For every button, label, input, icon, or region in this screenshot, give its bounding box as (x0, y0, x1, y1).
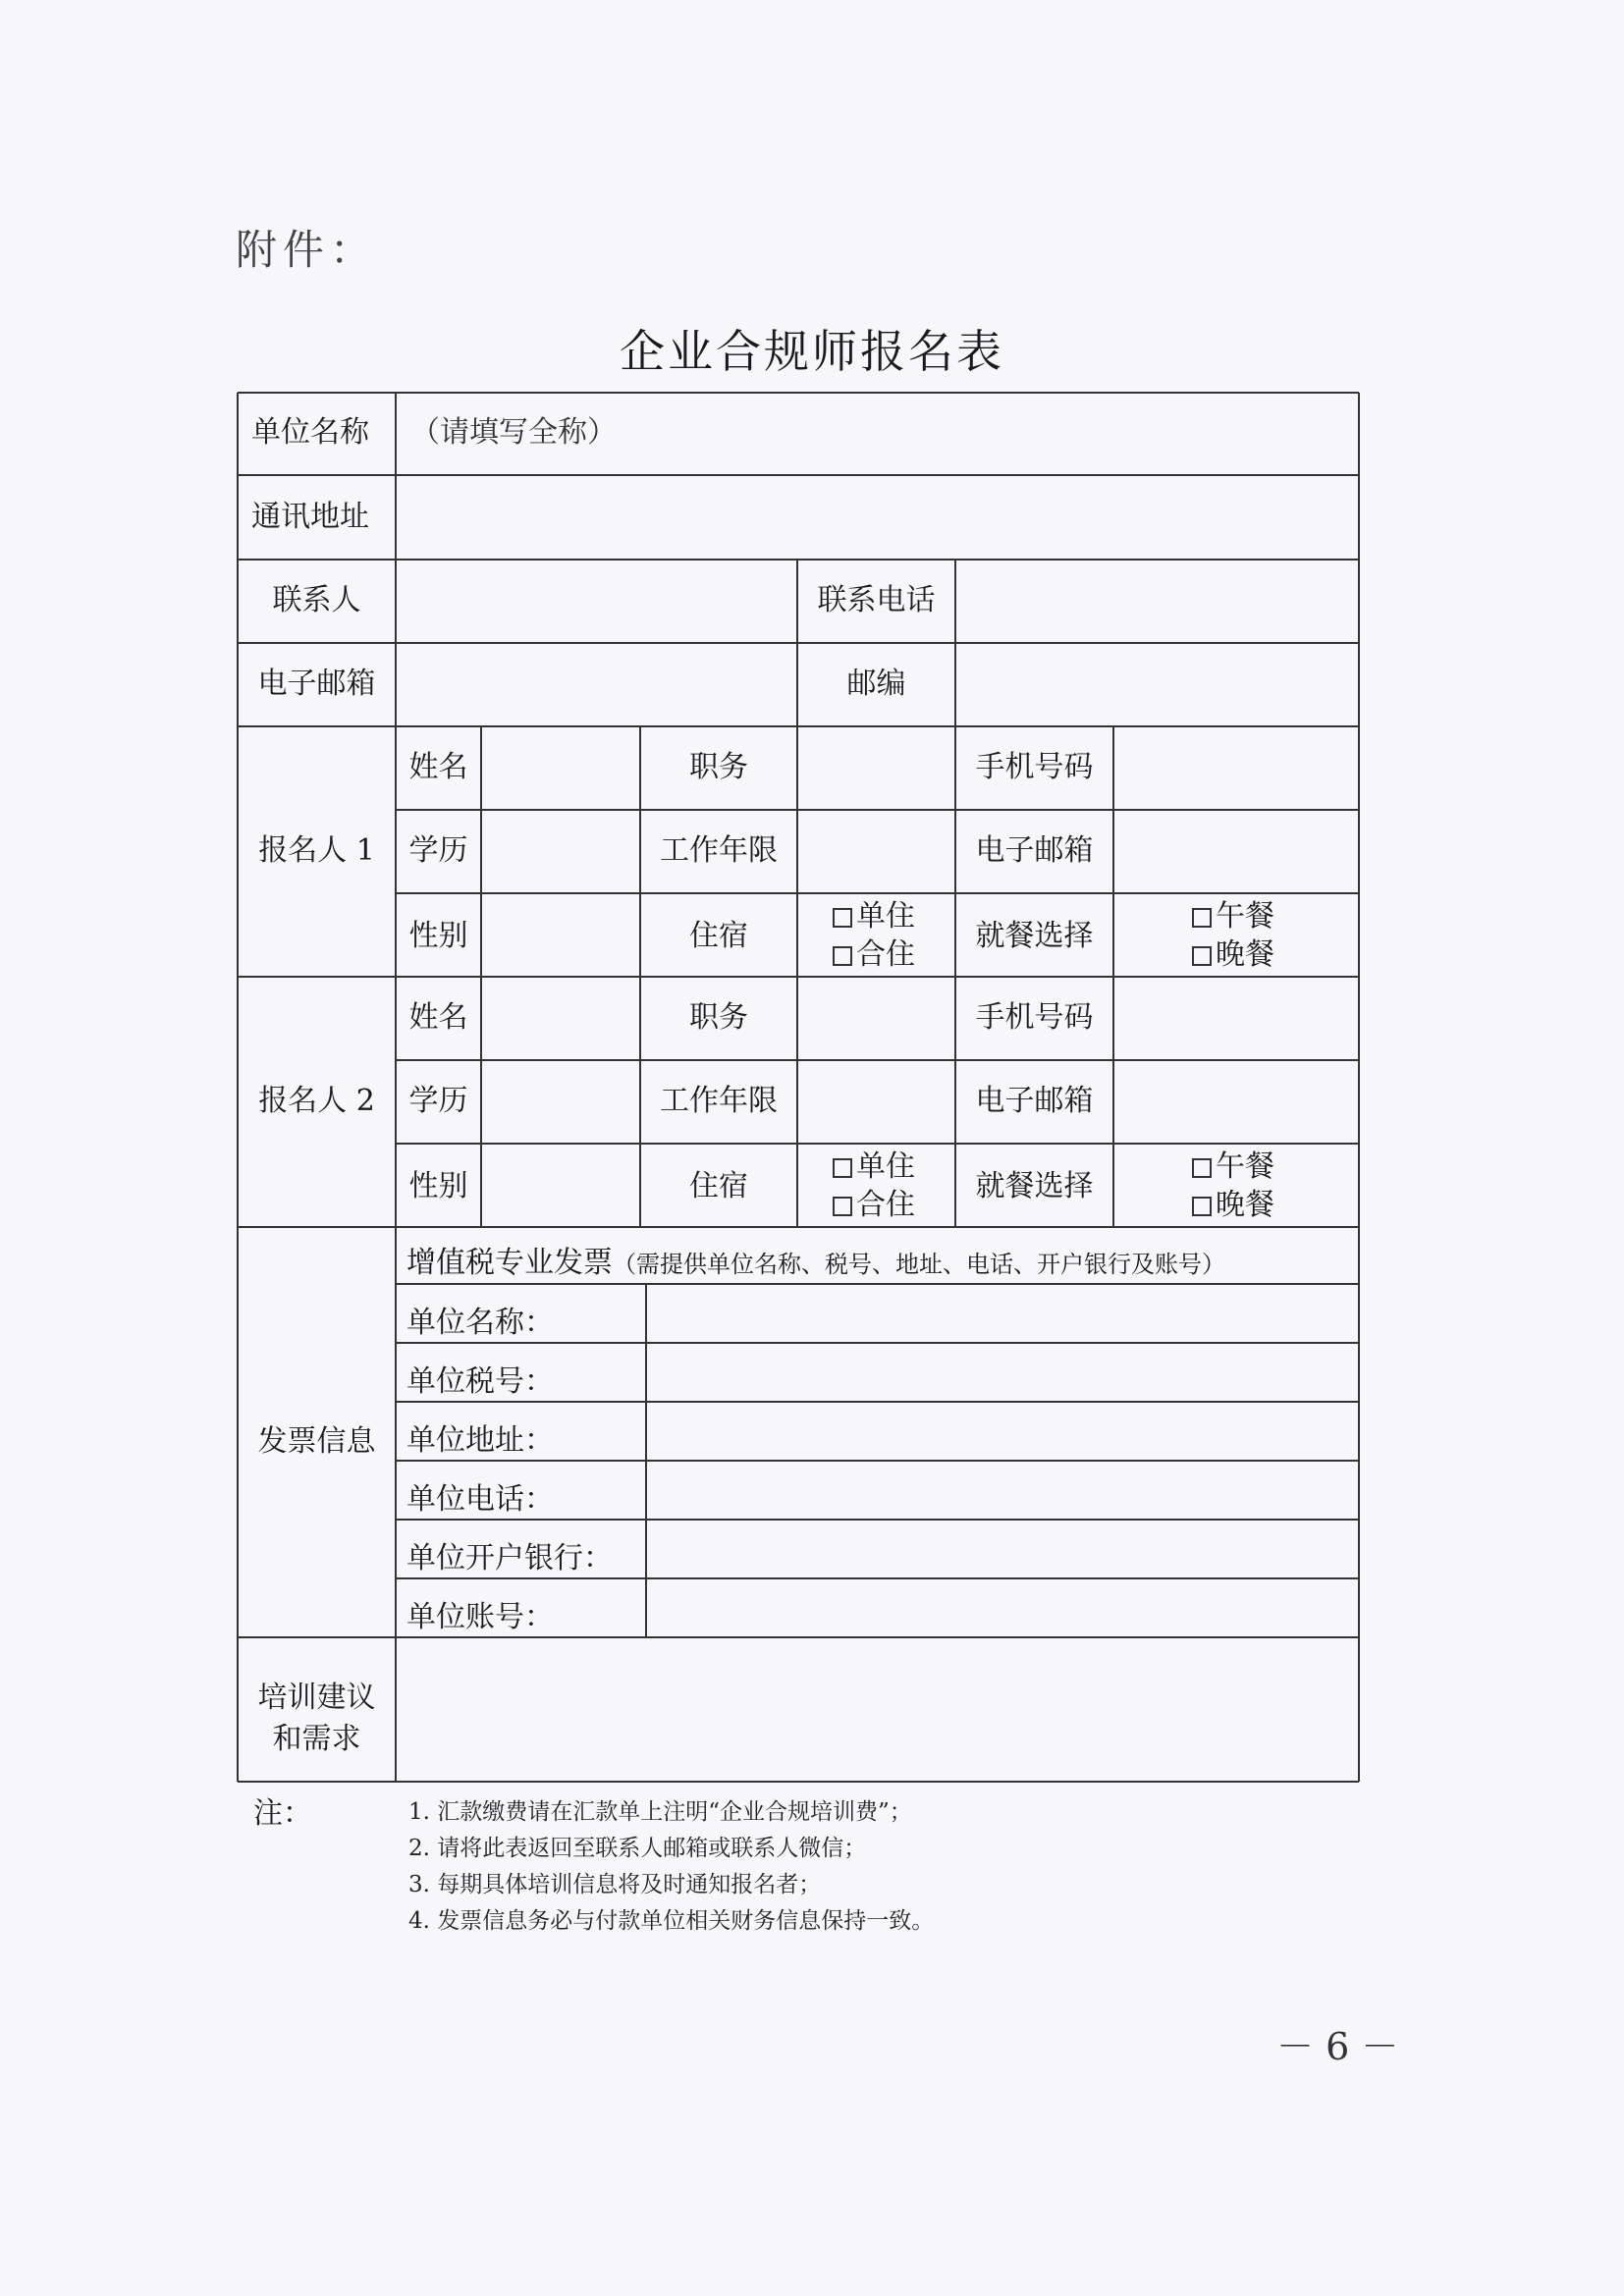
applicant-1-email-label: 电子邮箱 (975, 833, 1094, 868)
invoice-heading-note: （需提供单位名称、税号、地址、电话、开户银行及账号） (613, 1251, 1225, 1278)
invoice-company-name-label: 单位名称： (406, 1306, 554, 1340)
note-item: 2. 请将此表返回至联系人邮箱或联系人微信； (408, 1836, 867, 1861)
invoice-account-label: 单位账号： (406, 1600, 554, 1634)
applicant-1-education-label: 学历 (408, 833, 468, 868)
applicant-1-lodging-shared-option[interactable]: 合住 (833, 940, 915, 970)
email-label: 电子邮箱 (257, 667, 376, 701)
applicant-2-position-field[interactable] (799, 979, 953, 1058)
suggestions-label-line2: 和需求 (272, 1722, 361, 1756)
invoice-heading (406, 1246, 1225, 1280)
applicant-2-email-label: 电子邮箱 (975, 1084, 1094, 1118)
checkbox-icon[interactable] (1192, 946, 1212, 966)
applicant-2-lodging-single-option[interactable]: 单住 (833, 1152, 915, 1182)
invoice-tax-number-field[interactable] (648, 1345, 1357, 1400)
contact-phone-field[interactable] (957, 561, 1357, 641)
invoice-tax-number-label: 单位税号： (406, 1364, 554, 1399)
checkbox-icon[interactable] (1192, 1158, 1212, 1178)
applicant-2-mobile-label: 手机号码 (975, 1000, 1094, 1035)
applicant-1-meal-label: 就餐选择 (975, 919, 1094, 953)
applicant-2-email-field[interactable] (1115, 1062, 1357, 1142)
applicant-2-education-field[interactable] (483, 1062, 638, 1142)
note-item: 3. 每期具体培训信息将及时通知报名者； (408, 1872, 822, 1897)
suggestions-label-line1: 培训建议 (257, 1681, 376, 1715)
applicant-1-education-field[interactable] (483, 812, 638, 891)
attachment-label: 附件： (236, 226, 378, 274)
invoice-address-field[interactable] (648, 1404, 1357, 1459)
applicant-1-meal-dinner-option[interactable]: 晚餐 (1192, 940, 1274, 970)
applicant-2-label: 报名人 2 (258, 1084, 375, 1118)
applicant-2-meal-lunch-option[interactable]: 午餐 (1192, 1152, 1274, 1182)
applicant-1-email-field[interactable] (1115, 812, 1357, 891)
contact-phone-label: 联系电话 (817, 583, 936, 617)
suggestions-field[interactable] (398, 1639, 1357, 1780)
applicant-1-gender-field[interactable] (483, 895, 638, 975)
invoice-section-label: 发票信息 (257, 1424, 376, 1459)
applicant-1-mobile-field[interactable] (1115, 728, 1357, 808)
applicant-2-lodging-label: 住宿 (689, 1169, 748, 1203)
applicant-2-education-label: 学历 (408, 1084, 468, 1118)
postcode-label: 邮编 (846, 667, 906, 701)
applicant-2-gender-field[interactable] (483, 1146, 638, 1225)
contact-person-field[interactable] (398, 561, 795, 641)
note-item: 1. 汇款缴费请在汇款单上注明“企业合规培训费”； (408, 1799, 912, 1825)
applicant-2-years-field[interactable] (799, 1062, 953, 1142)
applicant-1-meal-lunch-option[interactable]: 午餐 (1192, 902, 1274, 932)
company-name-field[interactable]: （请填写全称） (410, 415, 617, 450)
invoice-phone-label: 单位电话： (406, 1482, 554, 1517)
notes-list (408, 1794, 934, 1940)
note-item: 4. 发票信息务必与付款单位相关财务信息保持一致。 (408, 1908, 935, 1934)
postcode-field[interactable] (957, 645, 1357, 724)
applicant-2-gender-label: 性别 (408, 1169, 468, 1203)
contact-person-label: 联系人 (272, 583, 361, 617)
applicant-2-name-label: 姓名 (408, 1000, 468, 1035)
checkbox-icon[interactable] (833, 946, 852, 966)
applicant-1-position-label: 职务 (689, 750, 748, 784)
applicant-2-position-label: 职务 (689, 1000, 748, 1035)
applicant-1-years-field[interactable] (799, 812, 953, 891)
invoice-account-field[interactable] (648, 1580, 1357, 1635)
invoice-company-name-field[interactable] (648, 1286, 1357, 1341)
invoice-phone-field[interactable] (648, 1463, 1357, 1518)
invoice-address-label: 单位地址： (406, 1423, 554, 1458)
address-label: 通讯地址 (251, 500, 369, 534)
checkbox-icon[interactable] (833, 1197, 852, 1216)
applicant-1-years-label: 工作年限 (660, 833, 778, 868)
email-field[interactable] (398, 645, 795, 724)
notes-label: 注： (253, 1796, 312, 1831)
applicant-1-lodging-single-option[interactable]: 单住 (833, 902, 915, 932)
applicant-1-name-label: 姓名 (408, 750, 468, 784)
form-title: 企业合规师报名表 (620, 325, 1004, 378)
applicant-1-label: 报名人 1 (258, 833, 375, 868)
checkbox-icon[interactable] (833, 908, 852, 928)
checkbox-icon[interactable] (1192, 1197, 1212, 1216)
applicant-1-position-field[interactable] (799, 728, 953, 808)
applicant-2-meal-label: 就餐选择 (975, 1169, 1094, 1203)
invoice-heading-title: 增值税专业发票 (406, 1246, 613, 1280)
invoice-bank-field[interactable] (648, 1522, 1357, 1576)
applicant-1-gender-label: 性别 (408, 919, 468, 953)
applicant-2-meal-dinner-option[interactable]: 晚餐 (1192, 1191, 1274, 1220)
applicant-2-years-label: 工作年限 (660, 1084, 778, 1118)
applicant-2-mobile-field[interactable] (1115, 979, 1357, 1058)
invoice-bank-label: 单位开户银行： (406, 1541, 613, 1575)
company-name-label: 单位名称 (251, 415, 369, 450)
applicant-2-lodging-shared-option[interactable]: 合住 (833, 1191, 915, 1220)
applicant-1-lodging-label: 住宿 (689, 919, 748, 953)
applicant-2-name-field[interactable] (483, 979, 638, 1058)
checkbox-icon[interactable] (833, 1158, 852, 1178)
applicant-1-mobile-label: 手机号码 (975, 750, 1094, 784)
applicant-1-name-field[interactable] (483, 728, 638, 808)
page-number: － 6 － (1276, 2025, 1399, 2068)
address-field[interactable] (398, 477, 1357, 558)
checkbox-icon[interactable] (1192, 908, 1212, 928)
